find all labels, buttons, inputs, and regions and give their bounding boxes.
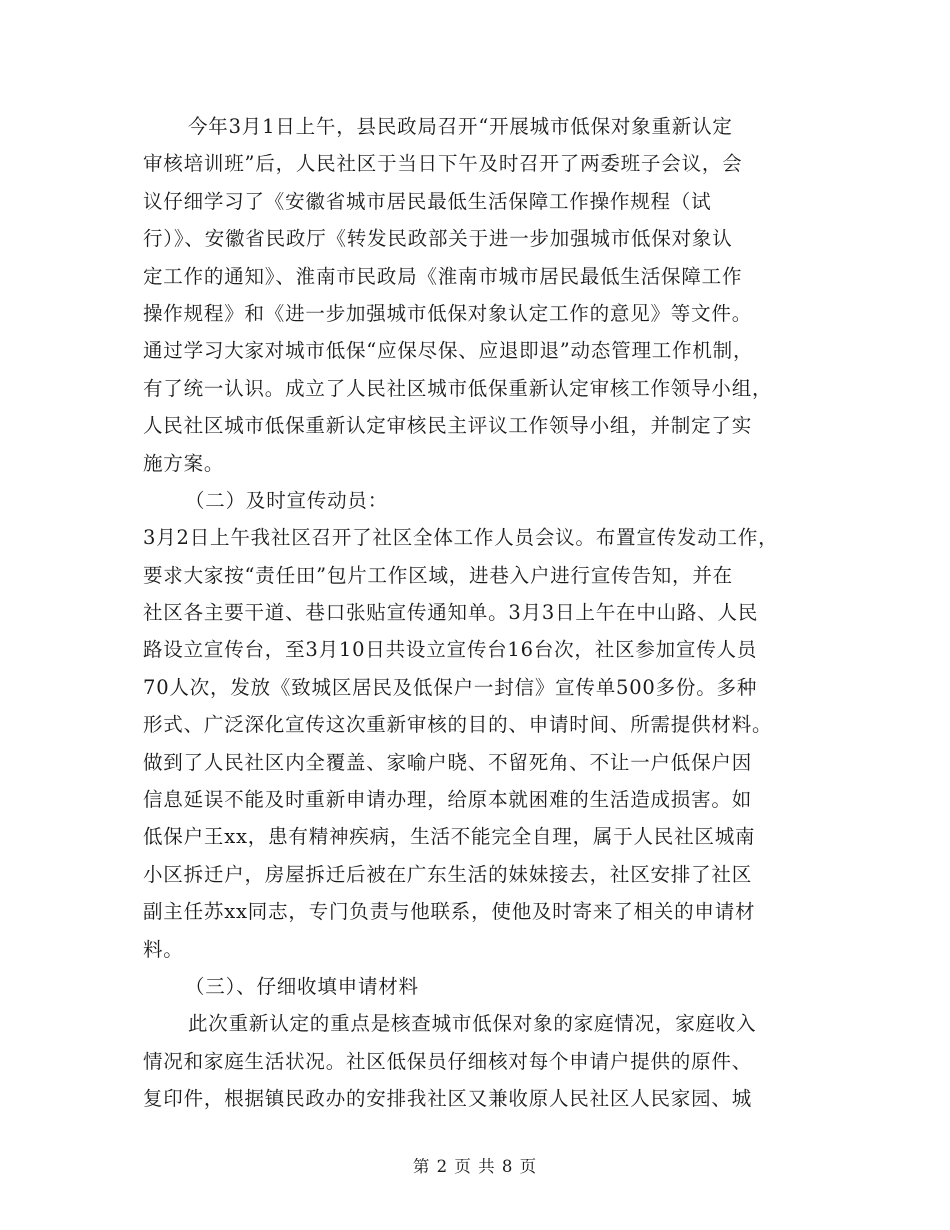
paragraph-line: 形式、广泛深化宣传这次重新审核的目的、申请时间、所需提供材料。 bbox=[143, 713, 773, 737]
paragraph-line: 信息延误不能及时重新申请办理，给原本就困难的生活造成损害。如 bbox=[143, 788, 753, 812]
paragraph-line: 通过学习大家对城市低保“应保尽保、应退即退”动态管理工作机制， bbox=[143, 339, 754, 363]
paragraph-line: 副主任苏xx同志，专门负责与他联系，使他及时寄来了相关的申请材 bbox=[143, 900, 756, 924]
paragraph-line: 定工作的通知》、淮南市民政局《淮南市城市居民最低生活保障工作 bbox=[143, 264, 743, 288]
paragraph-line: 要求大家按“责任田”包片工作区域，进巷入户进行宣传告知，并在 bbox=[143, 563, 733, 587]
body-text bbox=[143, 108, 823, 1118]
section-heading: （三）、仔细收填申请材料 bbox=[185, 974, 419, 998]
paragraph-line: 社区各主要干道、巷口张贴宣传通知单。3月3日上午在中山路、人民 bbox=[143, 601, 759, 625]
paragraph-line: 路设立宣传台，至3月10日共设立宣传台16台次，社区参加宣传人员 bbox=[143, 638, 758, 662]
paragraph-line: 审核培训班”后，人民社区于当日下午及时召开了两委班子会议，会 bbox=[143, 152, 743, 176]
section-heading: （二）及时宣传动员： bbox=[185, 488, 389, 512]
paragraph-line: 议仔细学习了《安徽省城市居民最低生活保障工作操作规程（试 bbox=[143, 189, 712, 213]
paragraph-line: 低保户王xx，患有精神疾病，生活不能完全自理，属于人民社区城南 bbox=[143, 825, 756, 849]
paragraph-line: 行）》、安徽省民政厅《转发民政部关于进一步加强城市低保对象认 bbox=[143, 227, 733, 251]
paragraph-line: 此次重新认定的重点是核查城市低保对象的家庭情况，家庭收入 bbox=[188, 1012, 757, 1036]
paragraph-line: 情况和家庭生活状况。社区低保员仔细核对每个申请户提供的原件、 bbox=[143, 1049, 753, 1073]
paragraph-line: 复印件，根据镇民政办的安排我社区又兼收原人民社区人民家园、城 bbox=[143, 1087, 753, 1111]
paragraph-line: 今年3月1日上午，县民政局召开“开展城市低保对象重新认定 bbox=[188, 115, 733, 138]
paragraph-line: 操作规程》和《进一步加强城市低保对象认定工作的意见》等文件。 bbox=[143, 301, 753, 325]
paragraph-line: 施方案。 bbox=[143, 451, 225, 475]
paragraph-line: 做到了人民社区内全覆盖、家喻户晓、不留死角、不让一户低保户因 bbox=[143, 750, 753, 774]
paragraph-line: 3月2日上午我社区召开了社区全体工作人员会议。布置宣传发动工作， bbox=[143, 526, 779, 550]
page-number-footer: 第 2 页 共 8 页 bbox=[412, 1157, 538, 1176]
paragraph-line: 70人次，发放《致城区居民及低保户一封信》宣传单500多份。多种 bbox=[143, 675, 758, 699]
paragraph-line: 小区拆迁户，房屋拆迁后被在广东生活的妹妹接去，社区安排了社区 bbox=[143, 862, 753, 886]
paragraph-line: 料。 bbox=[143, 937, 184, 961]
paragraph-line: 有了统一认识。成立了人民社区城市低保重新认定审核工作领导小组， bbox=[143, 376, 773, 400]
paragraph-line: 人民社区城市低保重新认定审核民主评议工作领导小组，并制定了实 bbox=[143, 414, 753, 438]
